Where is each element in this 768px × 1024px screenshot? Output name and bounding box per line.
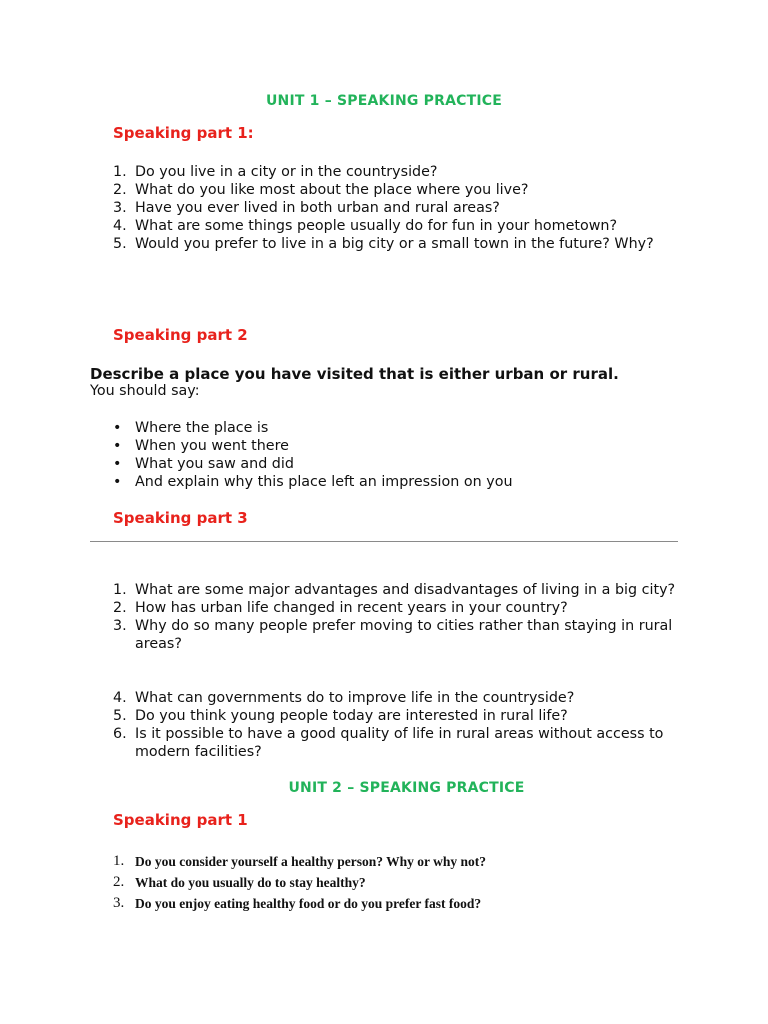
bullet-icon: •: [113, 438, 122, 454]
list-item: [113, 419, 673, 437]
list-item: [113, 893, 673, 914]
list-item: [113, 199, 673, 217]
bullet-icon: •: [113, 456, 122, 472]
unit2-part1-list: [113, 851, 673, 914]
list-item: [113, 437, 673, 455]
unit1-part3-list-a: [113, 581, 678, 653]
unit1-part1-list: [113, 163, 673, 253]
list-item: [113, 617, 678, 653]
item-number: 4.: [113, 218, 127, 234]
item-text: Is it possible to have a good quality of life in rural areas without access to modern facilities?: [135, 726, 664, 760]
part2-intro: You should say:: [90, 383, 200, 399]
item-number: 2.: [113, 182, 127, 198]
item-number: 5.: [113, 236, 127, 252]
item-number: 6.: [113, 726, 127, 742]
list-item: [113, 163, 673, 181]
item-number: 1.: [113, 853, 125, 869]
item-text: Do you think young people today are interested in rural life?: [135, 708, 568, 724]
list-item: [113, 217, 673, 235]
item-text: Why do so many people prefer moving to cities rather than staying in rural areas?: [135, 618, 673, 652]
item-number: 3.: [113, 200, 127, 216]
item-text: How has urban life changed in recent years in your country?: [135, 600, 568, 616]
item-number: 2.: [113, 600, 127, 616]
unit1-part3-heading: Speaking part 3: [113, 509, 248, 527]
list-item: [113, 689, 678, 707]
unit2-part1-heading: Speaking part 1: [113, 811, 248, 829]
item-text: And explain why this place left an impression on you: [135, 474, 513, 490]
unit1-part2-heading: Speaking part 2: [113, 326, 248, 344]
item-number: 1.: [113, 582, 127, 598]
item-text: When you went there: [135, 438, 289, 454]
item-text: What are some major advantages and disadvantages of living in a big city?: [135, 582, 676, 598]
item-text: Have you ever lived in both urban and rural areas?: [135, 200, 500, 216]
list-item: [113, 181, 673, 199]
list-item: [113, 599, 678, 617]
item-text: Where the place is: [135, 420, 269, 436]
bullet-icon: •: [113, 474, 122, 490]
item-text: What do you usually do to stay healthy?: [135, 875, 366, 890]
item-text: What do you like most about the place where you live?: [135, 182, 529, 198]
list-item: [113, 473, 673, 491]
item-text: What are some things people usually do for fun in your hometown?: [135, 218, 618, 234]
list-item: [113, 872, 673, 893]
item-text: Do you live in a city or in the countryside?: [135, 164, 438, 180]
item-number: 4.: [113, 690, 127, 706]
item-number: 3.: [113, 618, 127, 634]
horizontal-divider: [90, 541, 678, 542]
item-text: What can governments do to improve life in the countryside?: [135, 690, 575, 706]
list-item: [113, 851, 673, 872]
unit1-part2-bullets: [113, 419, 673, 491]
list-item: [113, 455, 673, 473]
item-number: 3.: [113, 895, 125, 911]
bullet-icon: •: [113, 420, 122, 436]
item-text: Do you enjoy eating healthy food or do you prefer fast food?: [135, 896, 482, 911]
unit2-title: UNIT 2 – SPEAKING PRACTICE: [288, 780, 525, 796]
item-text: Would you prefer to live in a big city or a small town in the future? Why?: [135, 236, 654, 252]
item-text: What you saw and did: [135, 456, 294, 472]
unit1-part3-list-b: [113, 689, 678, 761]
unit1-part1-heading: Speaking part 1:: [113, 124, 254, 142]
item-number: 2.: [113, 874, 125, 890]
list-item: [113, 581, 678, 599]
item-number: 5.: [113, 708, 127, 724]
list-item: [113, 725, 678, 761]
list-item: [113, 707, 678, 725]
list-item: [113, 235, 673, 253]
part2-prompt: Describe a place you have visited that is either urban or rural.: [90, 365, 619, 383]
item-number: 1.: [113, 164, 127, 180]
item-text: Do you consider yourself a healthy person? Why or why not?: [135, 854, 487, 869]
unit1-title: UNIT 1 – SPEAKING PRACTICE: [265, 93, 503, 109]
